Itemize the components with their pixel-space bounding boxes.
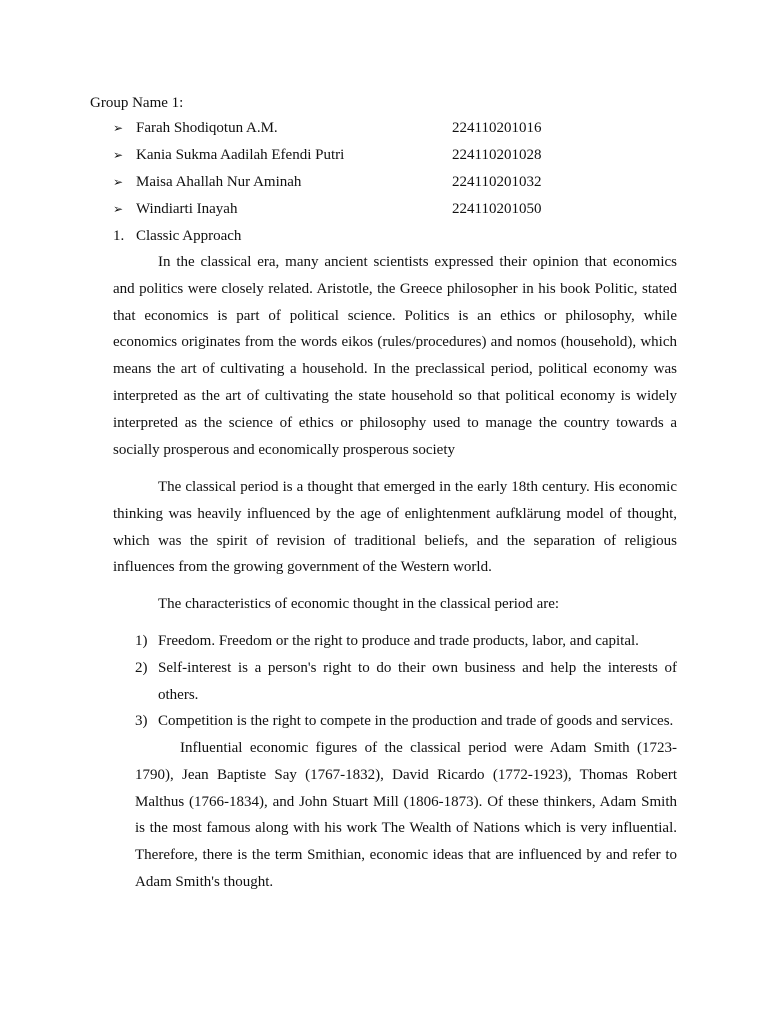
list-item <box>135 708 677 735</box>
arrow-bullet-icon: ➢ <box>113 202 124 216</box>
list-item-number: 3) <box>135 713 148 729</box>
list-item-number: 2) <box>135 660 148 676</box>
list-item-number: 1) <box>135 633 148 649</box>
list-item <box>135 628 677 655</box>
member-name: Windiarti Inayah <box>136 201 238 217</box>
member-id: 224110201050 <box>452 201 542 217</box>
group-title: Group Name 1: <box>90 95 184 111</box>
member-name: Maisa Ahallah Nur Aminah <box>136 174 302 190</box>
member-id: 224110201028 <box>452 147 542 163</box>
member-name: Farah Shodiqotun A.M. <box>136 120 278 136</box>
arrow-bullet-icon: ➢ <box>113 121 124 135</box>
member-id: 224110201016 <box>452 120 542 136</box>
arrow-bullet-icon: ➢ <box>113 148 124 162</box>
list-item-text: Self-interest is a person's right to do their own business and help the interests of others. <box>158 660 677 703</box>
member-item <box>113 173 553 191</box>
paragraph-classical-era: In the classical era, many ancient scientists expressed their opinion that economics and politics were closely related. Aristotle, the Greece philosopher in his book Politic, stated that economics is part of political science. Politics is an ethics or philosophy, while economics originates from the words eikos (rules/procedures) and nomos (household), which means the art of cultivating a household. In the preclassical period, political economy was interpreted as the art of cultivating the state household so that political economy is widely interpreted as the science of ethics or philosophy used to manage the country towards a socially prosperous and economically prosperous society <box>113 254 677 458</box>
member-item <box>113 200 553 218</box>
section-number: 1. <box>113 228 125 244</box>
paragraph-characteristics-intro: The characteristics of economic thought in the classical period are: <box>158 596 560 612</box>
paragraph-influential-figures: Influential economic figures of the classical period were Adam Smith (1723-1790), Jean Baptiste Say (1767-1832), David Ricardo (1772-1923), Thomas Robert Malthus (1766-1834), and John Stuart Mill (1806-1873). Of these thinkers, Adam Smith is the most famous along with his work The Wealth of Nations which is very influential. Therefore, there is the term Smithian, economic ideas that are influenced by and refer to Adam Smith's thought. <box>135 740 677 890</box>
paragraph-classical-period: The classical period is a thought that emerged in the early 18th century. His economic thinking was heavily influenced by the age of enlightenment aufklärung model of thought, which was the spirit of revision of traditional beliefs, and the separation of religious influences from the growing government of the Western world. <box>113 479 677 576</box>
list-item <box>135 655 677 709</box>
member-name: Kania Sukma Aadilah Efendi Putri <box>136 147 345 163</box>
section-title: Classic Approach <box>136 228 242 244</box>
arrow-bullet-icon: ➢ <box>113 175 124 189</box>
member-item <box>113 119 553 137</box>
list-item-text: Competition is the right to compete in the production and trade of goods and services. <box>158 713 674 729</box>
member-item <box>113 146 553 164</box>
member-id: 224110201032 <box>452 174 542 190</box>
list-item-text: Freedom. Freedom or the right to produce and trade products, labor, and capital. <box>158 633 639 649</box>
